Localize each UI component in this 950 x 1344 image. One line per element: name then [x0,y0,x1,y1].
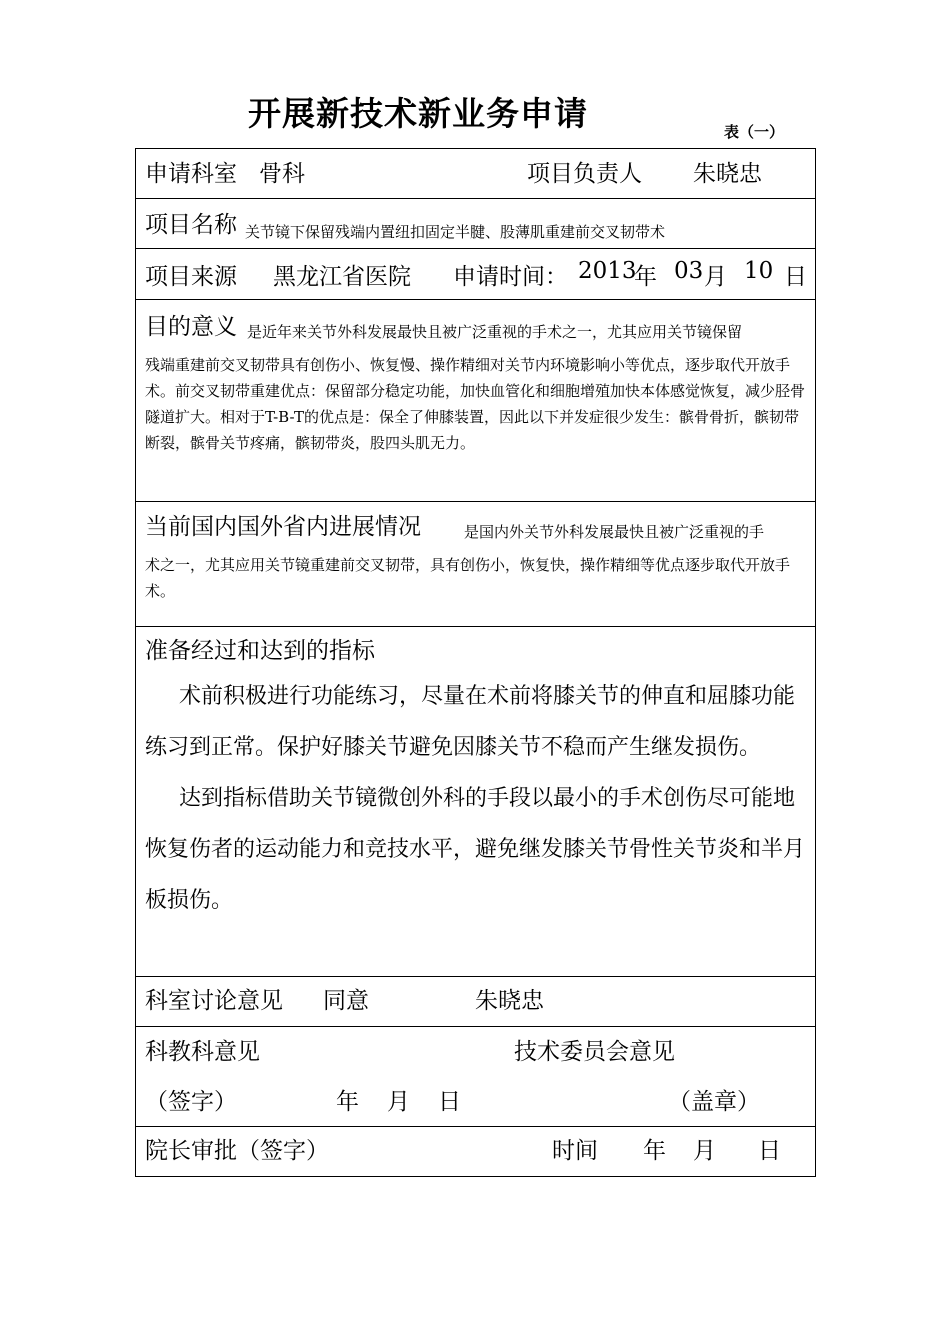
purpose-label: 目的意义 [145,314,237,340]
lead-label: 项目负责人 [527,161,642,187]
row-project-name [136,199,815,249]
approval-month-label: 月 [693,1138,716,1164]
row-department [136,149,815,199]
prep-label: 准备经过和达到的指标 [145,638,375,664]
apply-year: 2013 [578,258,637,284]
sign-month-label: 月 [387,1089,410,1115]
apply-year-unit: 年 [634,264,657,290]
time-label: 时间 [552,1138,598,1164]
page-title: 开展新技术新业务申请 [248,94,588,133]
row-progress [136,502,815,627]
prep-paragraph-2: 达到指标借助关节镜微创外科的手段以最小的手术创伤尽可能地恢复伤者的运动能力和竞技水平，避免继发膝关节骨性关节炎和半月板损伤。 [145,786,806,913]
apply-day-unit: 日 [784,264,807,290]
lead-value: 朱晓忠 [693,161,762,187]
row-president-approval [136,1127,815,1176]
dept-discuss-value: 同意 [323,988,369,1014]
seal-label: （盖章） [668,1089,760,1115]
sign-label: （签字） [145,1089,237,1115]
row-preparation [136,627,815,977]
row-opinions [136,1027,815,1127]
project-name-label: 项目名称 [145,212,237,238]
dept-value: 骨科 [259,161,305,187]
edu-opinion-label: 科教科意见 [145,1039,260,1065]
source-label: 项目来源 [145,264,237,290]
row-source [136,249,815,300]
source-value: 黑龙江省医院 [273,264,411,290]
project-name-value: 关节镜下保留残端内置纽扣固定半腱、股薄肌重建前交叉韧带术 [245,223,666,241]
row-purpose [136,300,815,502]
purpose-first-line: 是近年来关节外科发展最快且被广泛重视的手术之一，尤其应用关节镜保留 [247,323,743,341]
apply-day: 10 [744,258,774,284]
progress-text: 术之一，尤其应用关节镜重建前交叉韧带，具有创伤小，恢复快，操作精细等优点逐步取代开放手术。 [145,556,791,600]
dept-discuss-label: 科室讨论意见 [145,988,283,1014]
tech-committee-label: 技术委员会意见 [514,1039,675,1065]
row-dept-discussion [136,977,815,1027]
dept-label: 申请科室 [145,161,237,187]
purpose-text: 残端重建前交叉韧带具有创伤小、恢复慢、操作精细对关节内环境影响小等优点，逐步取代开放手术。前交叉韧带重建优点：保留部分稳定功能，加快血管化和细胞增殖加快本体感觉恢复，减少胫骨隧道扩大。相对于T-B-T的优点是：保全了伸膝装置，因此以下并发症很少发生：髌骨骨折，髌韧带断裂，髌骨关节疼痛，髌韧带炎，股四头肌无力。 [145,356,806,452]
progress-label: 当前国内国外省内进展情况 [145,514,421,540]
apply-month-unit: 月 [704,264,727,290]
sign-year-label: 年 [336,1089,359,1115]
dept-discuss-signer: 朱晓忠 [475,988,544,1014]
sign-day-label: 日 [438,1089,461,1115]
apply-time-label: 申请时间： [453,264,568,290]
progress-first-line: 是国内外关节外科发展最快且被广泛重视的手 [464,523,765,541]
prep-paragraph-1: 术前积极进行功能练习，尽量在术前将膝关节的伸直和屈膝功能练习到正常。保护好膝关节避免因膝关节不稳而产生继发损伤。 [145,684,796,760]
application-form [135,148,816,1177]
form-number: 表（一） [724,123,785,141]
approval-day-label: 日 [758,1138,781,1164]
president-label: 院长审批（签字） [145,1138,329,1164]
apply-month: 03 [674,258,704,284]
approval-year-label: 年 [643,1138,666,1164]
